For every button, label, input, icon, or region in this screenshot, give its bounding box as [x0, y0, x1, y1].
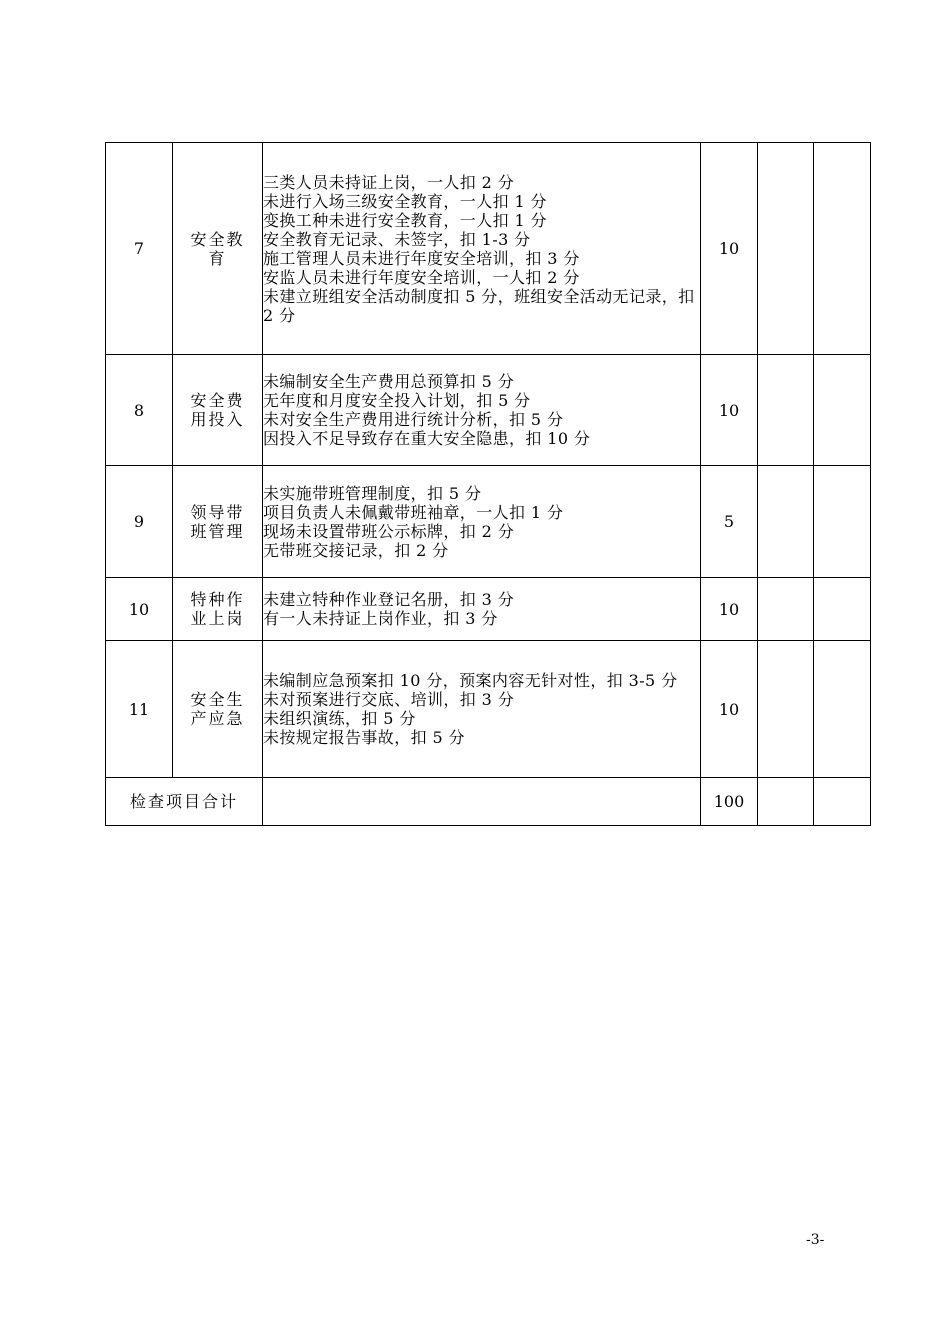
- criteria-line: 项目负责人未佩戴带班袖章，一人扣 1 分: [263, 502, 564, 522]
- check-item-line: 产应急: [190, 709, 245, 728]
- deduction-criteria: [263, 641, 701, 778]
- check-item-line: 育: [208, 248, 227, 268]
- criteria-line: 现场未设置带班公示标牌，扣 2 分: [263, 521, 515, 541]
- criteria-line: 无带班交接记录，扣 2 分: [263, 540, 449, 560]
- total-row: [106, 778, 871, 826]
- criteria-line: 安监人员未进行年度安全培训，一人扣 2 分: [263, 267, 580, 287]
- deduction-criteria: [263, 578, 701, 641]
- criteria-line: 有一人未持证上岗作业，扣 3 分: [263, 609, 498, 628]
- max-score: 10: [701, 143, 758, 355]
- criteria-line: 未组织演练，扣 5 分: [263, 709, 416, 728]
- table-row: [106, 355, 871, 466]
- max-score: 10: [701, 355, 758, 466]
- deduction-criteria: [263, 355, 701, 466]
- blank-cell: [814, 355, 871, 466]
- criteria-line: 三类人员未持证上岗，一人扣 2 分: [263, 172, 515, 192]
- blank-cell: [758, 578, 814, 641]
- criteria-line: 施工管理人员未进行年度安全培训，扣 3 分: [263, 248, 580, 268]
- blank-cell: [758, 641, 814, 778]
- blank-cell: [758, 778, 814, 826]
- criteria-line: 未进行入场三级安全教育，一人扣 1 分: [263, 191, 547, 211]
- total-score: 100: [701, 778, 758, 826]
- max-score: 5: [701, 466, 758, 578]
- deduction-criteria: [263, 143, 701, 355]
- blank-cell: [758, 466, 814, 578]
- criteria-line: 未按规定报告事故，扣 5 分: [263, 728, 465, 747]
- table-row: [106, 641, 871, 778]
- blank-cell: [814, 641, 871, 778]
- blank-cell: [814, 466, 871, 578]
- criteria-line: 未建立班组安全活动制度扣 5 分，班组安全活动无记录，扣 2 分: [263, 286, 695, 325]
- criteria-line: 未编制安全生产费用总预算扣 5 分: [263, 372, 515, 391]
- table-row: [106, 578, 871, 641]
- check-item-line: 安全费: [190, 391, 245, 410]
- blank-cell: [263, 778, 701, 826]
- check-item: [173, 641, 263, 778]
- check-item: [173, 355, 263, 466]
- deduction-criteria: [263, 466, 701, 578]
- blank-cell: [758, 355, 814, 466]
- table-row: [106, 466, 871, 578]
- row-number: 7: [106, 143, 173, 355]
- check-item: [173, 466, 263, 578]
- row-number: 11: [106, 641, 173, 778]
- row-number: 10: [106, 578, 173, 641]
- criteria-line: 未编制应急预案扣 10 分，预案内容无针对性，扣 3-5 分: [263, 671, 678, 690]
- blank-cell: [814, 143, 871, 355]
- criteria-line: 安全教育无记录、未签字，扣 1-3 分: [263, 229, 531, 249]
- check-item-line: 业上岗: [190, 609, 245, 628]
- criteria-line: 无年度和月度安全投入计划，扣 5 分: [263, 391, 531, 410]
- check-item-line: 安全生: [190, 690, 245, 709]
- criteria-line: 未对安全生产费用进行统计分析，扣 5 分: [263, 410, 564, 429]
- total-label: 检查项目合计: [106, 778, 263, 826]
- check-item: [173, 578, 263, 641]
- check-item-line: 班管理: [190, 521, 245, 541]
- row-number: 9: [106, 466, 173, 578]
- max-score: 10: [701, 641, 758, 778]
- page-number: -3-: [806, 1232, 825, 1248]
- check-item-line: 特种作: [190, 590, 245, 609]
- criteria-line: 因投入不足导致存在重大安全隐患，扣 10 分: [263, 429, 591, 448]
- criteria-line: 变换工种未进行安全教育，一人扣 1 分: [263, 210, 547, 230]
- inspection-table: [105, 142, 871, 826]
- criteria-line: 未建立特种作业登记名册，扣 3 分: [263, 590, 515, 609]
- check-item-line: 安全教: [190, 229, 245, 249]
- check-item-line: 用投入: [190, 410, 245, 429]
- blank-cell: [758, 143, 814, 355]
- criteria-line: 未实施带班管理制度，扣 5 分: [263, 483, 482, 503]
- criteria-line: 未对预案进行交底、培训，扣 3 分: [263, 690, 515, 709]
- blank-cell: [814, 778, 871, 826]
- check-item-line: 领导带: [190, 502, 245, 522]
- check-item: [173, 143, 263, 355]
- blank-cell: [814, 578, 871, 641]
- max-score: 10: [701, 578, 758, 641]
- table-row: [106, 143, 871, 355]
- row-number: 8: [106, 355, 173, 466]
